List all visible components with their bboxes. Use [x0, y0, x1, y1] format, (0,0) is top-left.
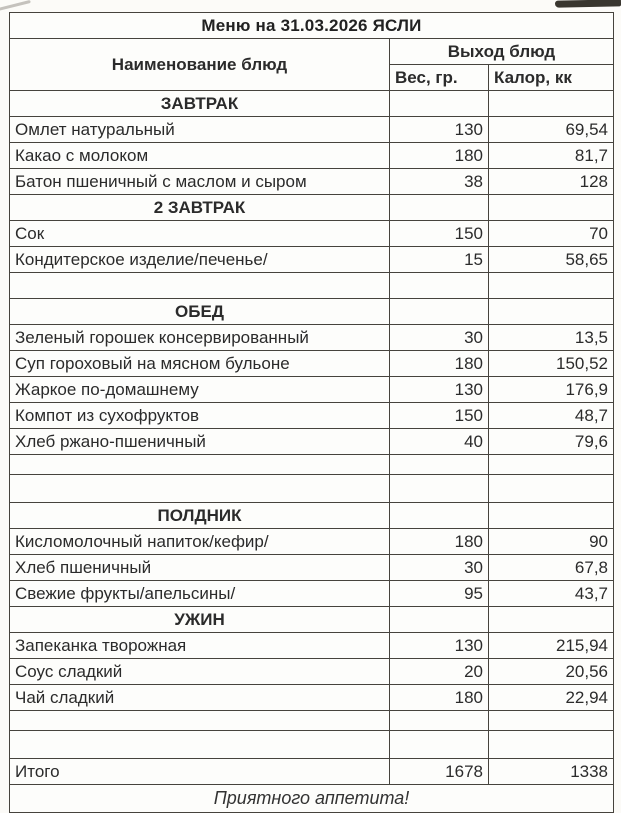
menu-item-row	[10, 429, 614, 455]
title-row	[10, 13, 614, 39]
menu-section-row	[10, 607, 614, 633]
weight-cell	[390, 607, 489, 633]
dish-name-cell: Кисломолочный напиток/кефир/	[10, 529, 390, 555]
calories-cell	[489, 299, 614, 325]
weight-cell: 180	[390, 143, 489, 169]
weight-cell	[390, 299, 489, 325]
empty-calories-cell	[489, 455, 614, 475]
empty-row	[10, 455, 614, 475]
calories-cell	[489, 503, 614, 529]
weight-cell: 180	[390, 529, 489, 555]
column-header-output-group: Выход блюд	[390, 39, 614, 65]
header-row-top	[10, 39, 614, 65]
dish-name-cell: Какао с молоком	[10, 143, 390, 169]
weight-cell: 1678	[390, 759, 489, 785]
dish-name-cell: Жаркое по-домашнему	[10, 377, 390, 403]
calories-cell: 13,5	[489, 325, 614, 351]
calories-cell: 70	[489, 221, 614, 247]
empty-name-cell	[10, 475, 390, 503]
weight-cell	[390, 195, 489, 221]
section-title-cell: 2 ЗАВТРАК	[10, 195, 390, 221]
menu-item-row	[10, 247, 614, 273]
dish-name-cell: Зеленый горошек консервированный	[10, 325, 390, 351]
scan-artifact-top-left	[0, 0, 31, 11]
weight-cell: 180	[390, 685, 489, 711]
dish-name-cell: Омлет натуральный	[10, 117, 390, 143]
calories-cell: 20,56	[489, 659, 614, 685]
section-title-cell: УЖИН	[10, 607, 390, 633]
weight-cell: 30	[390, 325, 489, 351]
weight-cell: 130	[390, 633, 489, 659]
section-title-cell: ПОЛДНИК	[10, 503, 390, 529]
column-header-dish-name: Наименование блюд	[10, 39, 390, 91]
empty-calories-cell	[489, 475, 614, 503]
empty-weight-cell	[390, 711, 489, 731]
dish-name-cell: Кондитерское изделие/печенье/	[10, 247, 390, 273]
dish-name-cell: Чай сладкий	[10, 685, 390, 711]
menu-item-row	[10, 685, 614, 711]
weight-cell: 40	[390, 429, 489, 455]
empty-name-cell	[10, 273, 390, 299]
total-row	[10, 759, 614, 785]
empty-name-cell	[10, 455, 390, 475]
section-title-cell: ОБЕД	[10, 299, 390, 325]
empty-row	[10, 711, 614, 731]
calories-cell: 81,7	[489, 143, 614, 169]
weight-cell: 180	[390, 351, 489, 377]
menu-item-row	[10, 117, 614, 143]
empty-weight-cell	[390, 731, 489, 759]
menu-item-row	[10, 555, 614, 581]
column-header-weight: Вес, гр.	[390, 65, 489, 91]
menu-item-row	[10, 659, 614, 685]
menu-item-row	[10, 633, 614, 659]
calories-cell: 90	[489, 529, 614, 555]
empty-calories-cell	[489, 273, 614, 299]
dish-name-cell: Батон пшеничный с маслом и сыром	[10, 169, 390, 195]
calories-cell: 176,9	[489, 377, 614, 403]
dish-name-cell: Компот из сухофруктов	[10, 403, 390, 429]
empty-name-cell	[10, 731, 390, 759]
empty-calories-cell	[489, 711, 614, 731]
scan-artifact-top-right	[555, 0, 621, 8]
menu-section-row	[10, 503, 614, 529]
menu-item-row	[10, 581, 614, 607]
page-title: Меню на 31.03.2026 ЯСЛИ	[10, 13, 614, 39]
calories-cell: 1338	[489, 759, 614, 785]
empty-weight-cell	[390, 475, 489, 503]
dish-name-cell: Соус сладкий	[10, 659, 390, 685]
menu-item-row	[10, 529, 614, 555]
dish-name-cell: Сок	[10, 221, 390, 247]
menu-table	[9, 12, 614, 813]
empty-row	[10, 475, 614, 503]
calories-cell: 48,7	[489, 403, 614, 429]
empty-weight-cell	[390, 273, 489, 299]
calories-cell: 215,94	[489, 633, 614, 659]
calories-cell	[489, 607, 614, 633]
menu-item-row	[10, 403, 614, 429]
weight-cell: 30	[390, 555, 489, 581]
menu-item-row	[10, 169, 614, 195]
calories-cell: 22,94	[489, 685, 614, 711]
calories-cell: 150,52	[489, 351, 614, 377]
weight-cell: 20	[390, 659, 489, 685]
footer-row	[10, 785, 614, 813]
weight-cell: 15	[390, 247, 489, 273]
empty-row	[10, 273, 614, 299]
menu-section-row	[10, 195, 614, 221]
calories-cell: 79,6	[489, 429, 614, 455]
menu-section-row	[10, 91, 614, 117]
calories-cell: 128	[489, 169, 614, 195]
dish-name-cell: Суп гороховый на мясном бульоне	[10, 351, 390, 377]
menu-item-row	[10, 143, 614, 169]
weight-cell: 95	[390, 581, 489, 607]
menu-item-row	[10, 325, 614, 351]
empty-calories-cell	[489, 731, 614, 759]
empty-weight-cell	[390, 455, 489, 475]
menu-section-row	[10, 299, 614, 325]
dish-name-cell: Хлеб ржано-пшеничный	[10, 429, 390, 455]
section-title-cell: ЗАВТРАК	[10, 91, 390, 117]
calories-cell: 69,54	[489, 117, 614, 143]
calories-cell	[489, 91, 614, 117]
menu-item-row	[10, 377, 614, 403]
weight-cell	[390, 503, 489, 529]
calories-cell: 58,65	[489, 247, 614, 273]
weight-cell	[390, 91, 489, 117]
dish-name-cell: Свежие фрукты/апельсины/	[10, 581, 390, 607]
weight-cell: 150	[390, 403, 489, 429]
menu-item-row	[10, 351, 614, 377]
menu-table-body	[10, 91, 614, 785]
dish-name-cell: Хлеб пшеничный	[10, 555, 390, 581]
calories-cell: 67,8	[489, 555, 614, 581]
menu-item-row	[10, 221, 614, 247]
column-header-calories: Калор, кк	[489, 65, 614, 91]
empty-row	[10, 731, 614, 759]
weight-cell: 130	[390, 377, 489, 403]
weight-cell: 38	[390, 169, 489, 195]
calories-cell: 43,7	[489, 581, 614, 607]
empty-name-cell	[10, 711, 390, 731]
weight-cell: 130	[390, 117, 489, 143]
total-label-cell: Итого	[10, 759, 390, 785]
calories-cell	[489, 195, 614, 221]
dish-name-cell: Запеканка творожная	[10, 633, 390, 659]
bon-appetit-note: Приятного аппетита!	[10, 785, 614, 813]
weight-cell: 150	[390, 221, 489, 247]
